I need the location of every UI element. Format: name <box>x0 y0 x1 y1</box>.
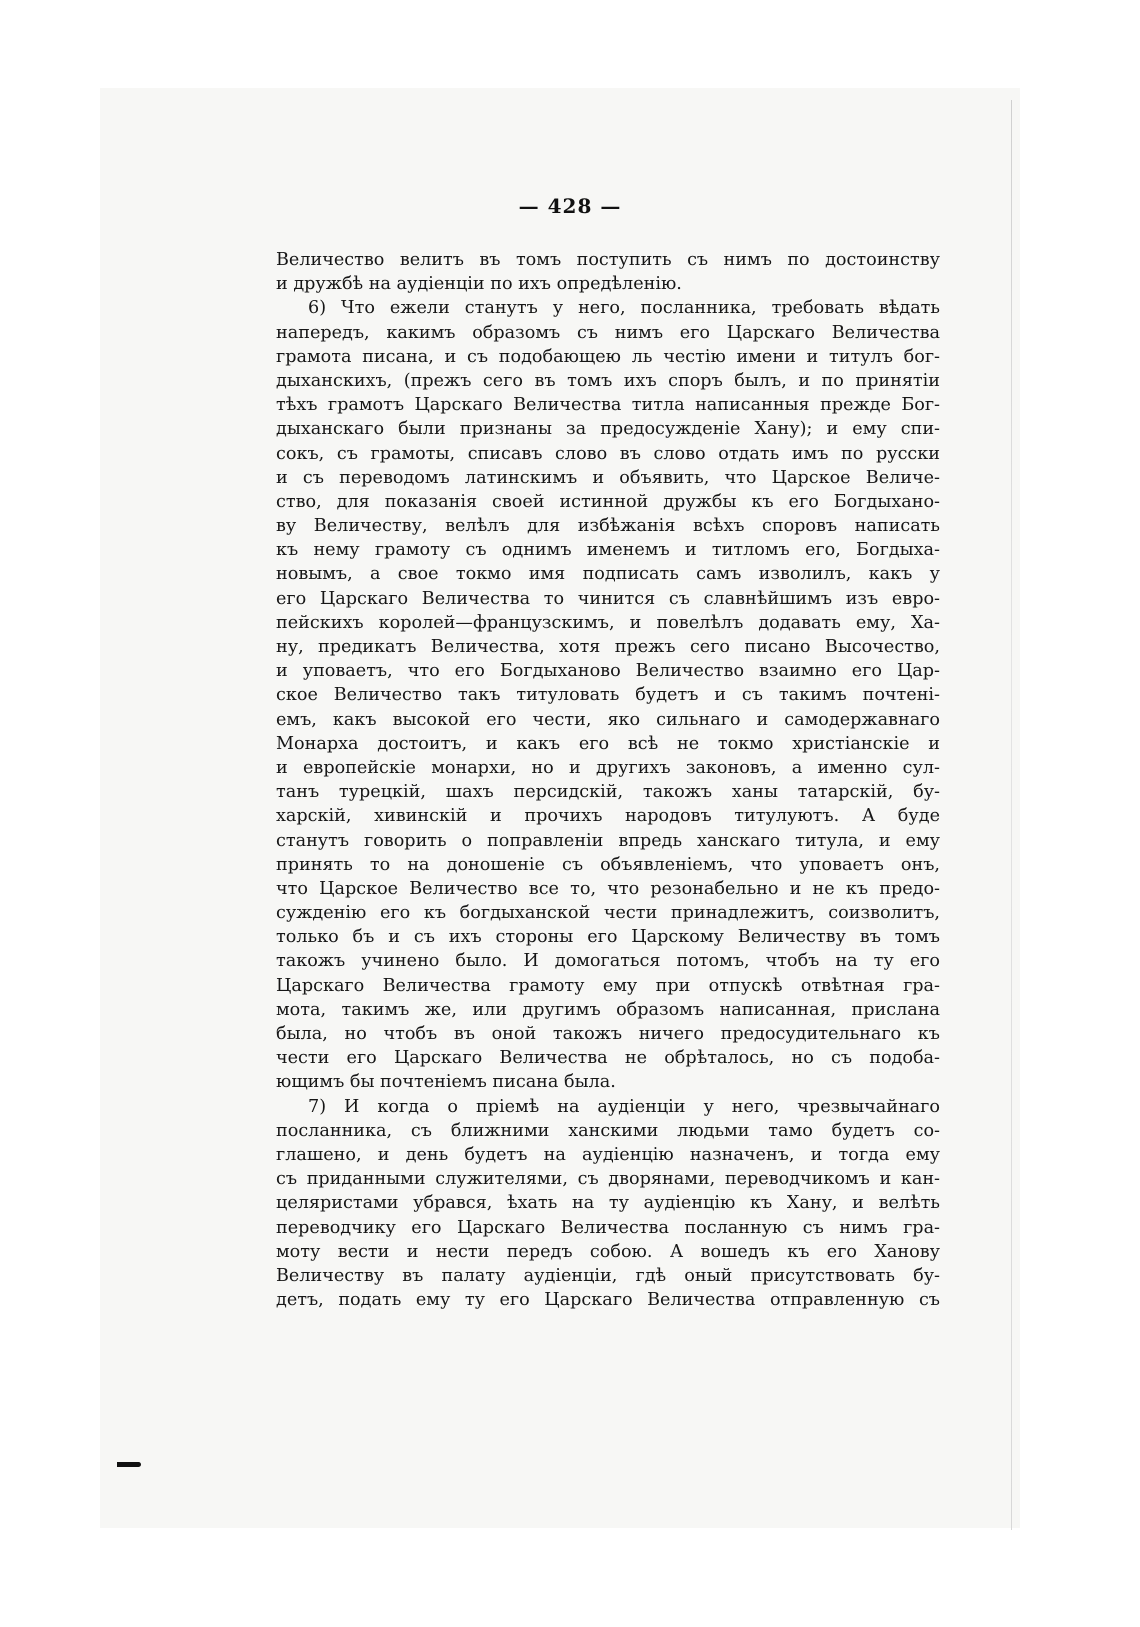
body-text <box>276 248 940 1312</box>
text-line: ское Величество такъ титуловать будетъ и съ такимъ почтені- <box>276 685 940 706</box>
paragraph-start-line: 6) Что ежели станутъ у него, посланника, требовать вѣдать <box>308 298 940 319</box>
text-line: дыханскаго были признаны за предосужденіе Хану); и ему спи- <box>276 419 940 440</box>
text-line: сокъ, съ грамоты, списавъ слово въ слово отдать имъ по русски <box>276 443 940 464</box>
text-line: принять то на доношеніе съ объявленіемъ, что уповаетъ онъ, <box>276 854 940 875</box>
text-line: детъ, подать ему ту его Царскаго Величества отправленную съ <box>276 1290 940 1311</box>
text-line: глашено, и день будетъ на аудіенцію назначенъ, и тогда ему <box>276 1144 940 1165</box>
text-line: ство, для показанія своей истинной дружбы къ его Богдыхано- <box>276 491 940 512</box>
text-line: новымъ, а свое токмо имя подписать самъ изволилъ, какъ у <box>276 564 940 585</box>
text-line: чести его Царскаго Величества не обрѣталось, но съ подоба- <box>276 1048 940 1069</box>
text-line: ву Величеству, велѣлъ для избѣжанія всѣхъ споровъ написать <box>276 516 940 537</box>
text-line: напередъ, какимъ образомъ съ нимъ его Царскаго Величества <box>276 322 940 343</box>
text-line: моту вести и нести передъ собою. А вошедъ къ его Ханову <box>276 1241 940 1262</box>
text-line: пейскихъ королей—французскимъ, и повелѣлъ додавать ему, Ха- <box>276 612 940 633</box>
text-line: Царскаго Величества грамоту ему при отпускѣ отвѣтная гра- <box>276 975 940 996</box>
text-line: и европейскіе монархи, но и другихъ законовъ, а именно сул- <box>276 757 940 778</box>
text-line: что Царское Величество все то, что резонабельно и не къ предо- <box>276 878 940 899</box>
text-line: харскій, хивинскій и прочихъ народовъ титулуютъ. А буде <box>276 806 940 827</box>
text-line: целяристами убрався, ѣхать на ту аудіенцію къ Хану, и велѣть <box>276 1193 940 1214</box>
text-line: дыханскихъ, (прежъ сего въ томъ ихъ споръ былъ, и по принятіи <box>276 370 940 391</box>
text-line: переводчику его Царскаго Величества посланную съ нимъ гра- <box>276 1217 940 1238</box>
text-line: танъ турецкій, шахъ персидскій, такожъ ханы татарскій, бу- <box>276 782 940 803</box>
text-line: только бъ и съ ихъ стороны его Царскому Величеству въ томъ <box>276 927 940 948</box>
text-line: сужденію его къ богдыханской чести принадлежитъ, соизволитъ, <box>276 903 940 924</box>
text-line: ющимъ бы почтеніемъ писана была. <box>276 1072 616 1093</box>
text-line: съ приданными служителями, съ дворянами, переводчикомъ и кан- <box>276 1169 940 1190</box>
page-edge-line <box>1011 100 1012 1530</box>
text-line: грамота писана, и съ подобающею ль честію имени и титулъ бог- <box>276 346 940 367</box>
text-line: ну, предикатъ Величества, хотя прежъ сего писано Высочество, <box>276 637 940 657</box>
text-line: тѣхъ грамотъ Царскаго Величества титла написанныя прежде Бог- <box>276 395 940 416</box>
text-line: его Царскаго Величества то чинится съ славнѣйшимъ изъ евро- <box>276 588 940 609</box>
text-line: и дружбѣ на аудіенціи по ихъ опредѣленію. <box>276 274 682 295</box>
text-line: Монарха достоитъ, и какъ его всѣ не токмо христіанскіе и <box>276 733 940 754</box>
text-line: Величеству въ палату аудіенціи, гдѣ оный присутствовать бу- <box>276 1265 940 1286</box>
text-line: и съ переводомъ латинскимъ и объявить, что Царское Величе- <box>276 467 940 488</box>
text-line: Величество велитъ въ томъ поступить съ нимъ по достоинству <box>276 250 940 270</box>
text-line: къ нему грамоту съ однимъ именемъ и титломъ его, Богдыха- <box>276 540 940 561</box>
text-line: емъ, какъ высокой его чести, яко сильнаго и самодержавнаго <box>276 709 940 730</box>
text-line: посланника, съ ближними ханскими людьми тамо будетъ со- <box>276 1120 940 1141</box>
text-line: была, но чтобъ въ оной такожъ ничего предосудительнаго къ <box>276 1024 940 1044</box>
page-number: — 428 — <box>518 194 622 218</box>
paragraph-start-line: 7) И когда о пріемѣ на аудіенціи у него, чрезвычайнаго <box>308 1096 940 1117</box>
text-line: и уповаетъ, что его Богдыханово Величество взаимно его Цар- <box>276 661 940 682</box>
text-line: такожъ учинено было. И домогаться потомъ, чтобъ на ту его <box>276 951 940 972</box>
margin-dash-mark <box>117 1462 141 1467</box>
text-line: станутъ говорить о поправленіи впредь ханскаго титула, и ему <box>276 830 940 851</box>
text-line: мота, такимъ же, или другимъ образомъ написанная, прислана <box>276 999 940 1020</box>
